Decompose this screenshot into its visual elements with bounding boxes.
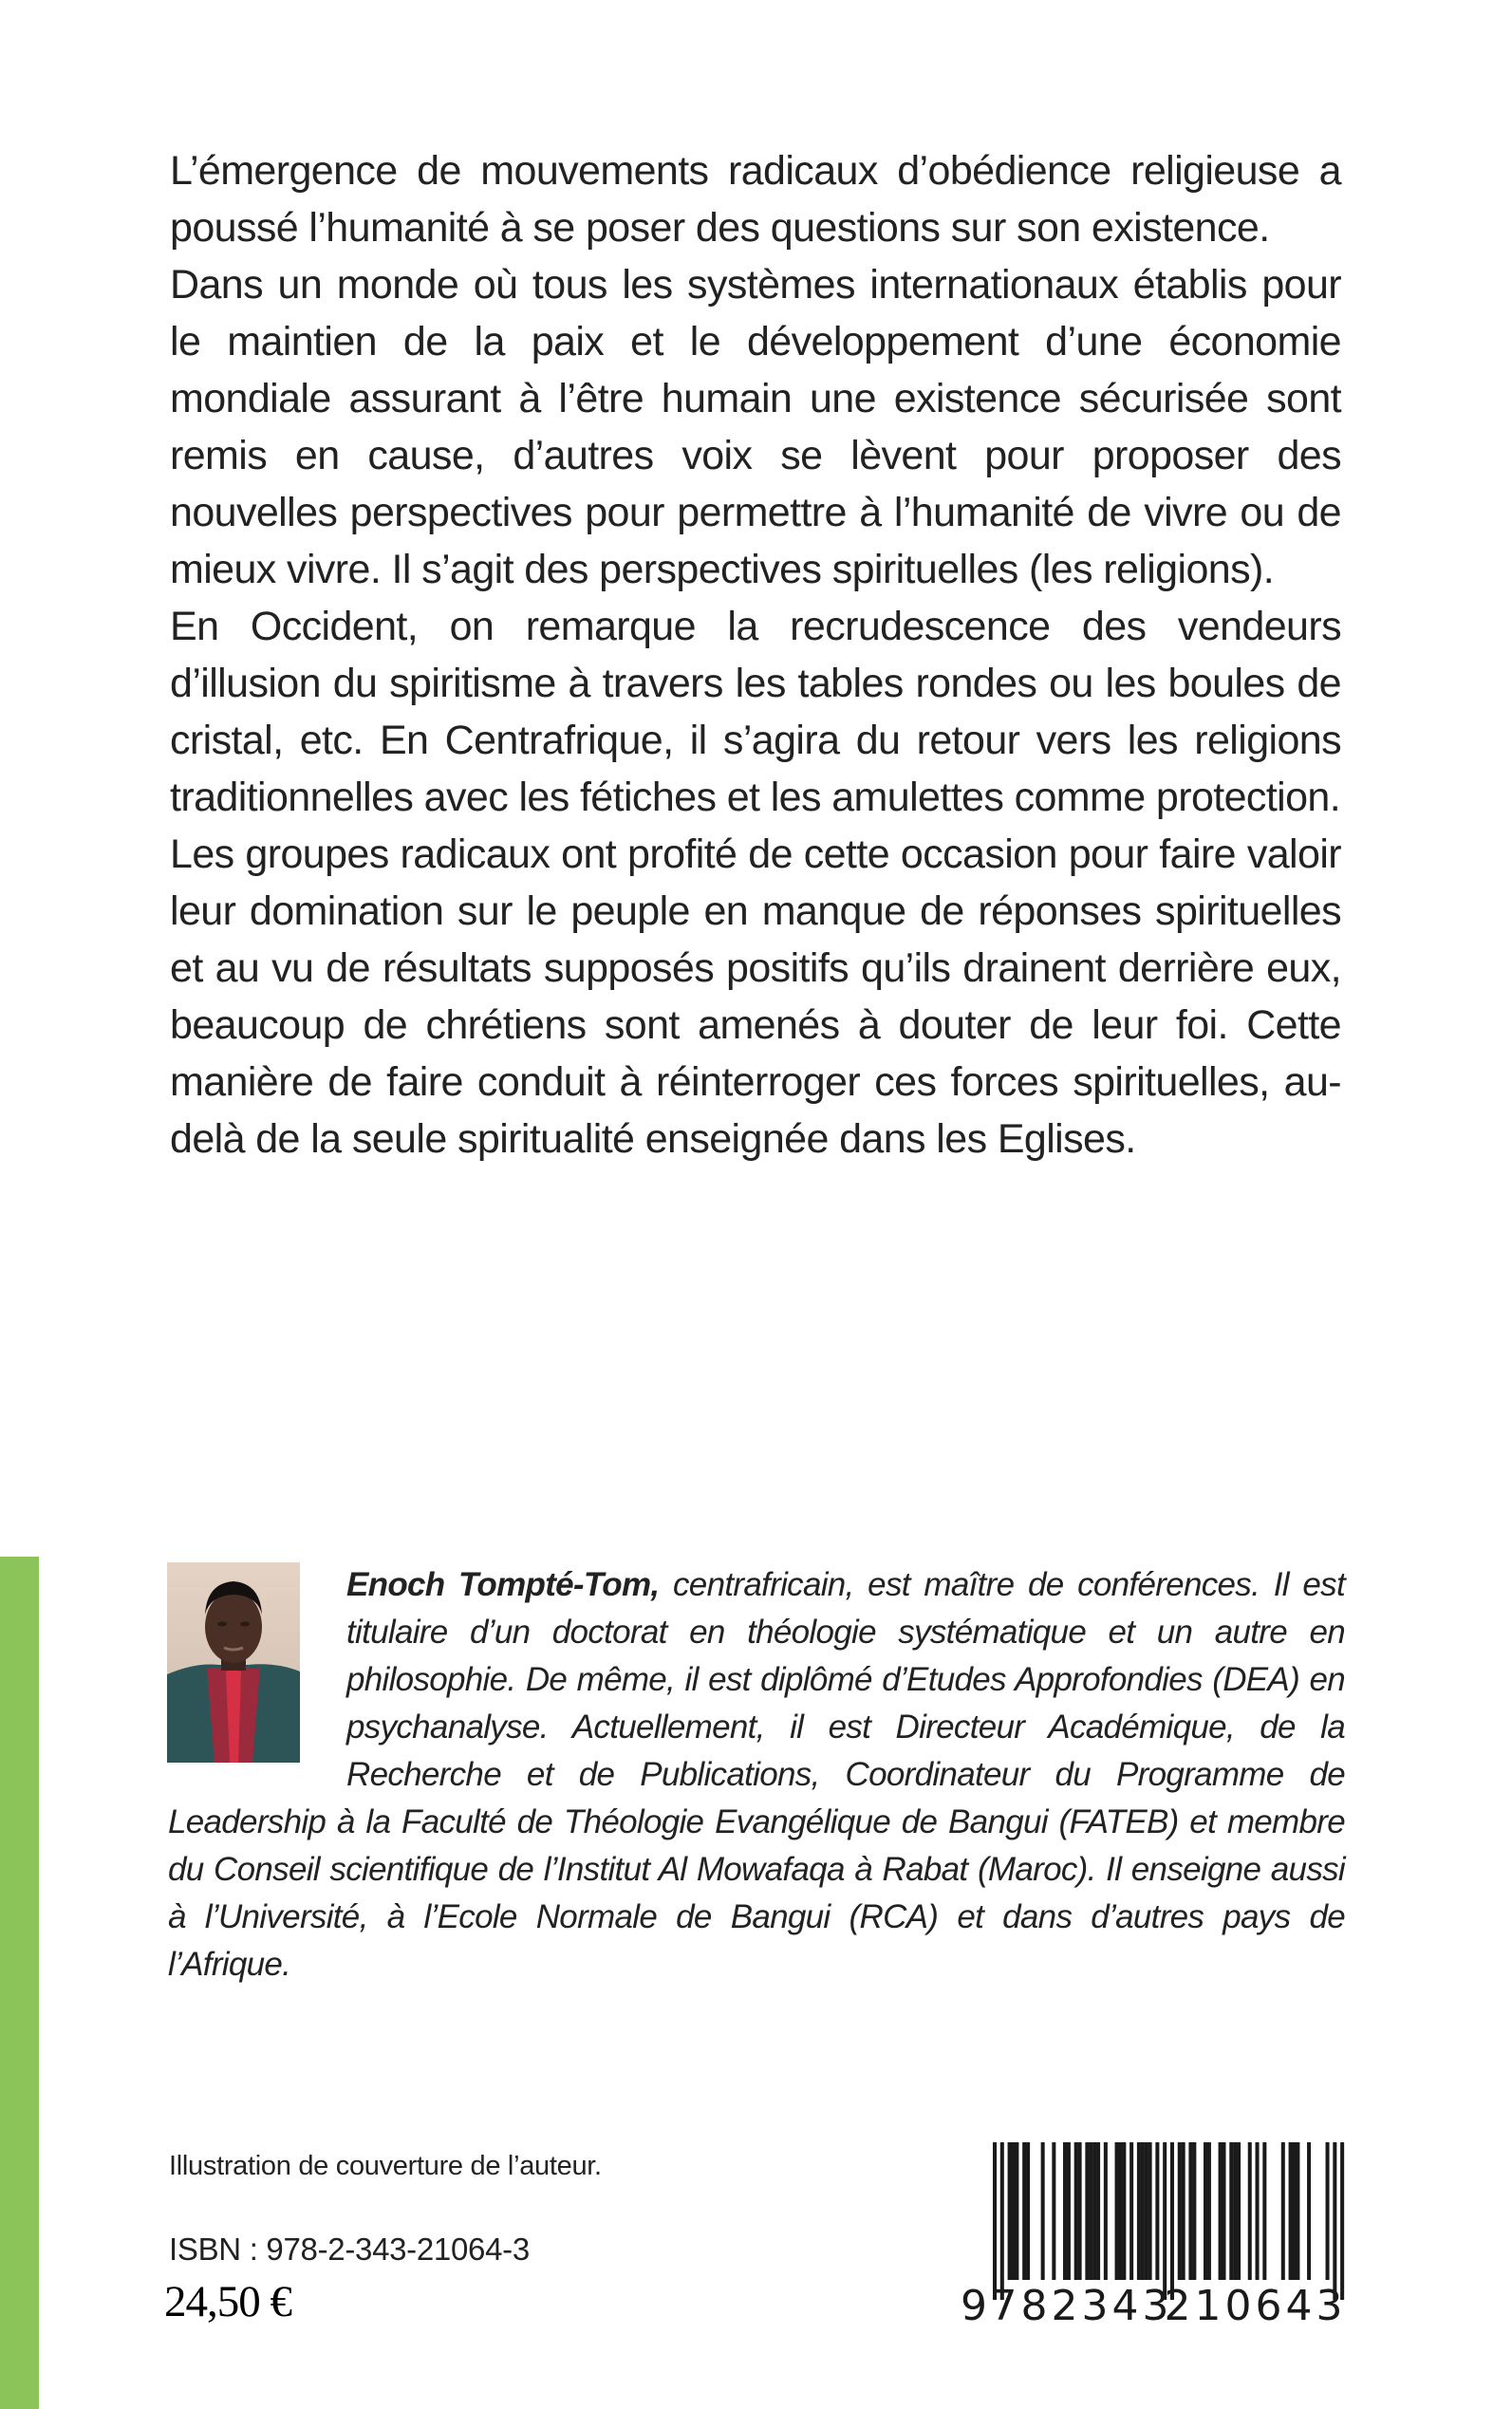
svg-text:210643: 210643 xyxy=(1164,2282,1347,2330)
green-accent-bar xyxy=(0,1557,39,2409)
barcode-icon xyxy=(949,2136,1357,2335)
ean13-barcode xyxy=(949,2136,1357,2335)
svg-text:9: 9 xyxy=(961,2282,987,2330)
synopsis-paragraph: En Occident, on remarque la recrudescence des vendeurs d’illusion du spiritisme à travers les tables rondes ou les boules de cristal, etc. En Centrafrique, il s’agira du retour vers les religions traditionnelles avec les fétiches et les amulettes comme protection. xyxy=(170,604,1341,820)
photo-spacer xyxy=(168,1561,346,1795)
synopsis-paragraph: L’émergence de mouvements radicaux d’obédience religieuse a poussé l’humanité à se poser des questions sur son existence. xyxy=(170,148,1341,251)
svg-text:782343: 782343 xyxy=(990,2282,1173,2330)
author-name: Enoch Tompté-Tom, xyxy=(346,1566,660,1603)
isbn: ISBN : 978-2-343-21064-3 xyxy=(169,2232,530,2267)
author-bio xyxy=(168,1561,1345,1989)
synopsis xyxy=(170,142,1341,1167)
synopsis-paragraph: Dans un monde où tous les systèmes internationaux établis pour le maintien de la paix et le développement d’une économie mondiale assurant à l’être humain une existence sécurisée sont remis en cause, d’autres voix se lèvent pour proposer des nouvelles perspectives pour permettre à l’humanité de vivre ou de mieux vivre. Il s’agit des perspectives spirituelles (les religions). xyxy=(170,262,1341,592)
synopsis-paragraph: Les groupes radicaux ont profité de cette occasion pour faire valoir leur domination sur le peuple en manque de réponses spirituelles et au vu de résultats supposés positifs qu’ils drainent derrière eux, beaucoup de chrétiens sont amenés à douter de leur foi. Cette manière de faire conduit à réinterroger ces forces spirituelles, au-delà de la seule spiritualité enseignée dans les Eglises. xyxy=(170,831,1341,1162)
author-description: centrafricain, est maître de conférences. Il est titulaire d’un doctorat en théologie systématique et un autre en philosophie. De même, il est diplômé d’Etudes Approfondies (DEA) en psychanalyse. Actuellement, il est Directeur Académique, de la Recherche et de Publications, Coordinateur du Programme de Leadership à la Faculté de Théologie Evangélique de Bangui (FATEB) et membre du Conseil scientifique de l’Institut Al Mowafaqa à Rabat (Maroc). Il enseigne aussi à l’Université, à l’Ecole Normale de Bangui (RCA) et dans d’autres pays de l’Afrique. xyxy=(168,1566,1345,1983)
price: 24,50 € xyxy=(164,2277,291,2326)
illustration-credit: Illustration de couverture de l’auteur. xyxy=(169,2151,602,2181)
